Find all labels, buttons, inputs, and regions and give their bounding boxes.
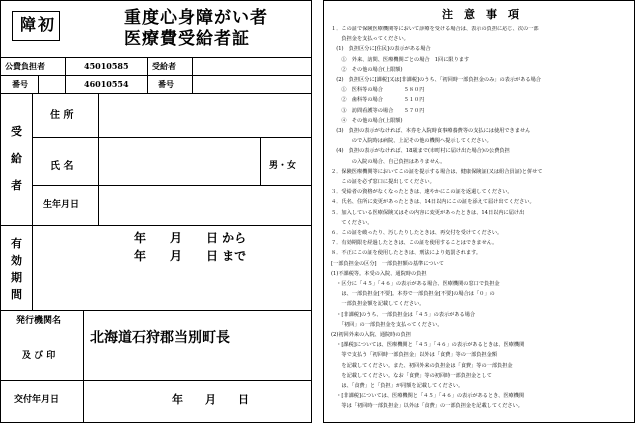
note-line: ６．この証を破ったり、汚したりしたときは、再交付を受けてください。 — [331, 230, 503, 236]
note-line: この証を必ず窓口に提出してください。 — [331, 179, 435, 185]
note-line: は、「食費」と「負担」が同額を記載してください。 — [331, 383, 464, 389]
note-line: ２．保険医療機関等においてこの証を提示する場合は、健康保険証(又は組合員証)と併せて — [331, 168, 543, 175]
note-line: ７．有効期限を経過したときは、この証を使用することはできません。 — [331, 240, 498, 247]
validity-from: 年 月 日 から — [134, 231, 247, 245]
note-line: ② 歯科等の場合 ５１０円 — [331, 97, 425, 104]
note-line: 等で支払う「初回時一部負担金」以外は「食費」等の一部負担金額 — [331, 352, 498, 359]
back-title: 注 意 事 項 — [442, 8, 519, 21]
note-line: の入院の場合、自己負担はありません。 — [331, 158, 446, 165]
address-label: 住 所 — [50, 110, 74, 121]
note-line: 等は「初回時一部負担金」以外は「食費」の一部負担金を記載してください。 — [331, 403, 523, 410]
issue-date-value: 年 月 日 — [172, 393, 249, 406]
note-line: (2)初回外来の入院、通院時の負担 — [331, 332, 411, 338]
note-line: ② その他の場合(上限額) — [331, 66, 403, 73]
note-line: 負担金を支払ってください。 — [331, 36, 409, 43]
name-label: 氏 名 — [50, 161, 74, 172]
note-line: (4) 負担の表示がなければ、18歳まで(市町村に届け出た場合)の公費負担 — [331, 148, 510, 155]
note-line: を記載してください。また、初回外来の負担金は「食費」等の一部負担金 — [331, 362, 513, 369]
validity-char-2: 効 — [11, 254, 22, 267]
payer-label: 公費負担者 — [5, 61, 45, 71]
note-line: ３．受給者の資格がなくなったときは、速やかにこの証を返還してください。 — [331, 189, 513, 196]
note-line: (1)不課税等。本受の入院、通院時の負担 — [331, 270, 427, 277]
recipient-number: 46010554 — [84, 79, 129, 89]
note-line: ・区分に「４５」「４６」の表示がある場合、医療機関の窓口で負担金 — [331, 281, 500, 287]
title-line-2: 医療費受給者証 — [124, 29, 250, 49]
note-line: ４．氏名、住所に変更があったときは、14日以内にこの証を添えて届け出てください。 — [331, 199, 535, 206]
recipient-number-label: 番号 — [158, 79, 174, 89]
note-line: ① 外来、訪問、医療機関ごとの場合 1回に限ります — [331, 56, 470, 63]
note-line: は、一部負担金[不要]。本券で一部負担金[不要]の場合は「０」の — [331, 291, 495, 298]
issuer-name: 北海道石狩郡当別町長 — [90, 330, 230, 346]
issuer-label: 発行機関名 — [16, 316, 62, 326]
note-line: 「初回」の一部負担金を支払ってください。 — [331, 321, 443, 328]
note-line: を記載してください。なお「食費」等の初回時一部負担金として — [331, 372, 492, 379]
note-line: [一部負担金の区分] 一部負担額の基準について — [331, 260, 444, 267]
validity-char-4: 間 — [11, 288, 22, 301]
issue-date-label: 交付年月日 — [14, 395, 60, 405]
note-line: 一部負担金額を記載してください。 — [331, 301, 425, 308]
note-line: ③ 訪問看護等の場合 ５７０円 — [331, 107, 425, 114]
note-line: ・[非課税]のうち、一部負担金は「４５」の表示がある場合 — [331, 311, 476, 318]
recipient-label: 受給者 — [152, 61, 176, 71]
note-line: ④ その他の場合(上限額) — [331, 117, 403, 124]
note-line: ① 医科等の場合 ５８０円 — [331, 87, 425, 94]
number-label: 番号 — [12, 79, 28, 89]
validity-char-1: 有 — [11, 237, 22, 250]
note-line: １．この証で保険医療機関等において診療を受ける場合は、表示の負担に応じ、次の一部 — [331, 26, 539, 32]
title-line-1: 重度心身障がい者 — [124, 8, 268, 28]
note-line: ・[課税]については、医療機関と「４５」「４６」の表示があるときは、医療機関 — [331, 342, 525, 349]
recipient-side-char-3: 者 — [11, 179, 22, 192]
note-line: (3) 負担の表示がなければ、本券を入院時食事療養費等の支払には使用できません — [331, 128, 531, 134]
notes-list — [331, 26, 629, 418]
recipient-side-char-2: 給 — [11, 152, 22, 165]
note-line: ・[非課税]については、医療機関と「４５」「４６」の表示があるとき、医療機関 — [331, 393, 525, 400]
recipient-side-char-1: 受 — [11, 125, 22, 138]
badge-text: 障初 — [20, 15, 57, 34]
note-line: ８．不正にこの証を使用したときは、刑法により処罰されます。 — [331, 250, 482, 257]
validity-char-3: 期 — [11, 271, 22, 284]
seal-label: 及 び 印 — [22, 351, 56, 361]
note-line: ５．加入している医療保険又はその内容に変更があったときは、14日以内に届け出 — [331, 209, 525, 216]
birth-label: 生年月日 — [43, 200, 80, 210]
note-line: (1) 負担区分に[住民]の表示がある場合 — [331, 46, 431, 53]
note-line: ので入院時は病院、上記その他の機関へ提示してください。 — [331, 138, 492, 145]
note-line: (2) 負担区分に[課税]又は[非課税]のうち、「初回時一部負担金のみ」の表示がある場合 — [331, 77, 541, 83]
note-line: てください。 — [331, 219, 373, 226]
gender-options: 男・女 — [269, 161, 297, 171]
validity-to: 年 月 日 まで — [134, 249, 247, 263]
payer-number: 45010585 — [84, 61, 129, 71]
